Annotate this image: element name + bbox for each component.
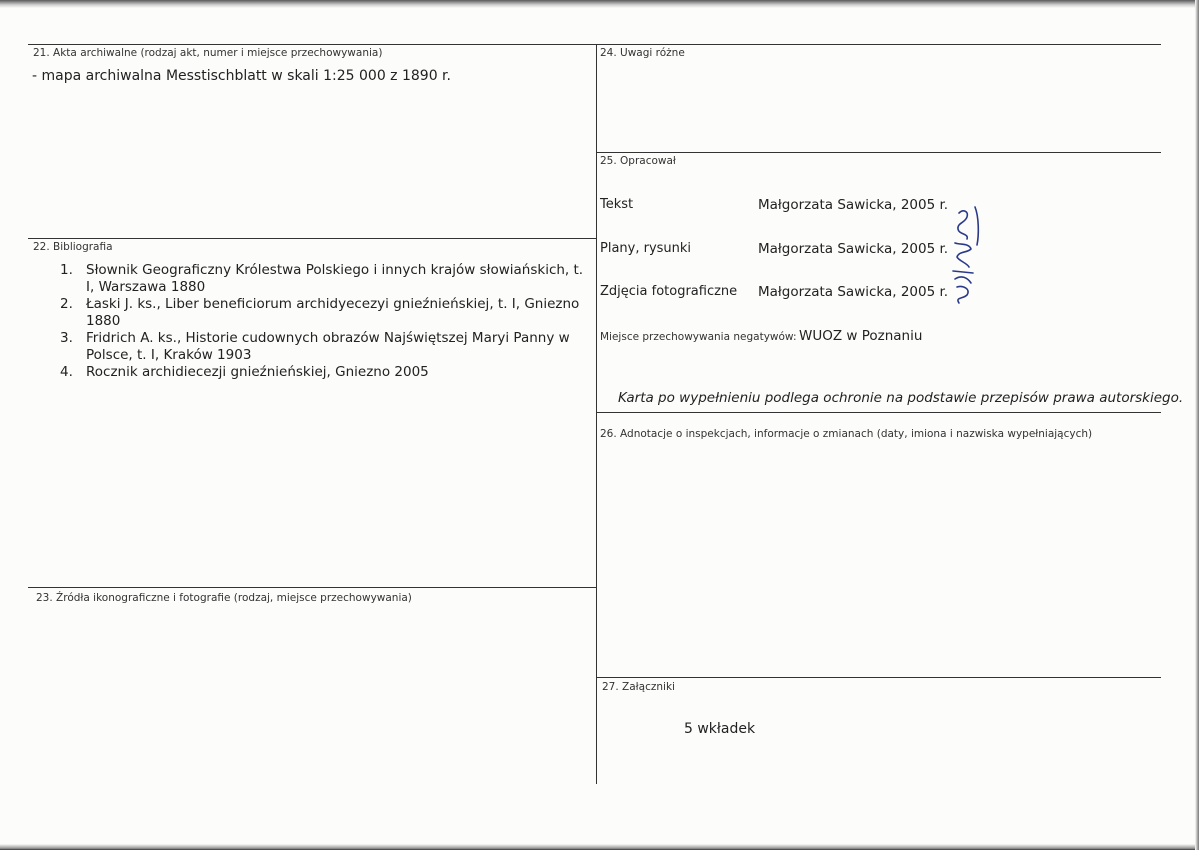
rule-26-27: [596, 677, 1161, 678]
credit-value: Małgorzata Sawicka, 2005 r.: [758, 197, 949, 213]
bibliography-item: [60, 262, 586, 295]
bibliography-item: [60, 330, 590, 363]
bibliography-item-text: Rocznik archidiecezji gnieźnieńskiej, Gniezno 2005: [86, 364, 429, 380]
rule-22-23: [28, 587, 596, 588]
handwritten-signature-icon: [945, 205, 985, 305]
bibliography-item: [60, 364, 590, 381]
section-27-content: 5 wkładek: [684, 721, 756, 737]
section-23-label: 23. Źródła ikonograficzne i fotografie (rodzaj, miejsce przechowywania): [36, 592, 412, 604]
section-27-label: 27. Załączniki: [602, 681, 675, 693]
scan-edge-top: [0, 0, 1199, 8]
section-21-content: - mapa archiwalna Messtischblatt w skali 1:25 000 z 1890 r.: [32, 68, 451, 84]
bibliography-item-text: Fridrich A. ks., Historie cudownych obrazów Najświętszej Maryi Panny w Polsce, t. I, Kraków 1903: [86, 330, 570, 363]
top-rule: [28, 44, 1161, 45]
credit-row-text: [600, 197, 960, 215]
negatives-label: Miejsce przechowywania negatywów:: [600, 331, 797, 343]
bibliography-item-number: 4.: [60, 364, 73, 380]
section-22-label: 22. Bibliografia: [33, 241, 113, 253]
credit-value: Małgorzata Sawicka, 2005 r.: [758, 284, 949, 300]
credit-value: Małgorzata Sawicka, 2005 r.: [758, 241, 949, 257]
negatives-value: WUOZ w Poznaniu: [799, 328, 923, 344]
bibliography-item-number: 1.: [60, 262, 73, 278]
column-divider: [596, 44, 597, 784]
copyright-note: Karta po wypełnieniu podlega ochronie na podstawie przepisów prawa autorskiego.: [618, 390, 1184, 406]
bibliography-item-text: Łaski J. ks., Liber beneficiorum archidyecezyi gnieźnieńskiej, t. I, Gniezno 1880: [86, 296, 580, 329]
scan-edge-bottom: [0, 844, 1199, 850]
credit-key: Zdjęcia fotograficzne: [600, 284, 738, 299]
section-24-label: 24. Uwagi różne: [600, 47, 685, 59]
scan-edge-right: [1195, 0, 1199, 850]
bibliography-item-number: 3.: [60, 330, 73, 346]
credit-row-plans: [600, 241, 960, 259]
section-25-label: 25. Opracował: [600, 155, 676, 167]
rule-24-25: [596, 152, 1161, 153]
bibliography-item: [60, 296, 590, 329]
bibliography-item-text: Słownik Geograficzny Królestwa Polskiego i innych krajów słowiańskich, t. I, Warszawa 1880: [86, 262, 584, 295]
bibliography-item-number: 2.: [60, 296, 73, 312]
section-26-label: 26. Adnotacje o inspekcjach, informacje o zmianach (daty, imiona i nazwiska wypełniających): [600, 428, 1093, 440]
credit-row-photos: [600, 284, 960, 302]
credit-key: Tekst: [600, 197, 634, 212]
rule-21-22: [28, 238, 596, 239]
bibliography-list: [60, 262, 590, 382]
section-21-label: 21. Akta archiwalne (rodzaj akt, numer i miejsce przechowywania): [33, 47, 383, 59]
credit-key: Plany, rysunki: [600, 241, 692, 256]
rule-25-26: [596, 412, 1161, 413]
